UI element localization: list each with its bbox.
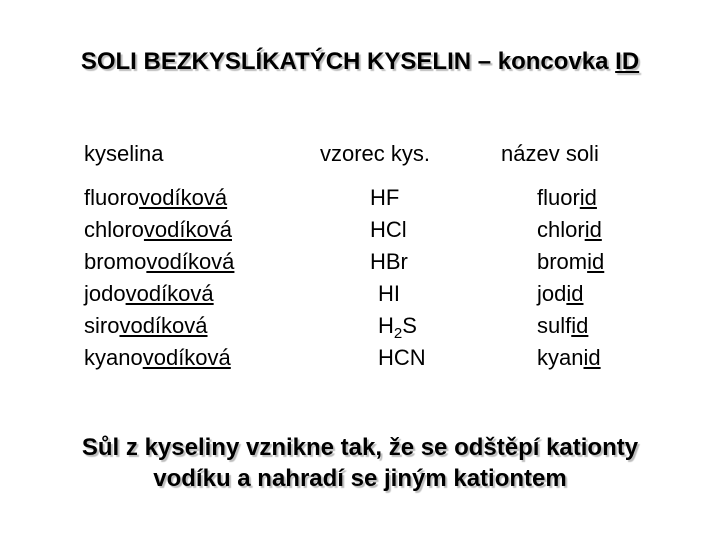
acid-prefix: fluoro — [84, 185, 140, 210]
salt-suffix: id — [566, 281, 584, 306]
salt-suffix: id — [571, 313, 589, 338]
acid-row — [84, 278, 234, 310]
salt-prefix: sulf — [537, 313, 572, 338]
acid-suffix: vodíková — [139, 185, 228, 210]
formula-main: HF — [370, 185, 400, 210]
salt-row — [537, 310, 604, 342]
salt-column — [537, 182, 604, 374]
formula-row — [370, 342, 426, 374]
acid-suffix: vodíková — [125, 281, 214, 306]
acid-prefix: kyano — [84, 345, 143, 370]
acid-suffix: vodíková — [142, 345, 231, 370]
header-salt: název soli — [501, 141, 599, 166]
acid-prefix: chloro — [84, 217, 144, 242]
salt-prefix: kyan — [537, 345, 584, 370]
salt-prefix: fluor — [537, 185, 580, 210]
formula-row — [370, 310, 426, 342]
acid-suffix: vodíková — [143, 217, 232, 242]
acid-suffix: vodíková — [119, 313, 208, 338]
title-text: SOLI BEZKYSLÍKATÝCH KYSELIN – koncovka — [80, 48, 616, 75]
formula-row — [370, 182, 426, 214]
acid-column — [84, 182, 234, 374]
salt-prefix: brom — [537, 249, 588, 274]
salt-suffix: id — [583, 345, 601, 370]
acid-row — [84, 246, 234, 278]
salt-suffix: id — [587, 249, 605, 274]
formula-main: H — [378, 313, 394, 338]
header-formula: vzorec kys. — [320, 141, 431, 166]
salt-suffix: id — [579, 185, 597, 210]
formula-row — [370, 214, 426, 246]
formula-main: HCl — [370, 217, 407, 242]
formula-column — [370, 182, 426, 374]
acid-prefix: jodo — [84, 281, 126, 306]
formula-main: HI — [378, 281, 400, 306]
salt-suffix: id — [584, 217, 602, 242]
acid-row — [84, 214, 234, 246]
formula-tail: S — [402, 313, 417, 338]
slide-title — [0, 48, 720, 76]
salt-row — [537, 246, 604, 278]
note-line-1: Sůl z kyseliny vznikne tak, že se odštěpí kationty — [81, 434, 639, 461]
formula-subscript: 2 — [393, 325, 403, 342]
salt-row — [537, 182, 604, 214]
summary-note — [0, 432, 720, 494]
acid-prefix: bromo — [84, 249, 147, 274]
acid-prefix: siro — [84, 313, 120, 338]
formula-main: HCN — [378, 345, 426, 370]
acid-row — [84, 342, 234, 374]
formula-main: HBr — [370, 249, 408, 274]
acid-row — [84, 182, 234, 214]
acid-suffix: vodíková — [146, 249, 235, 274]
header-acid: kyselina — [84, 141, 164, 166]
acid-row — [84, 310, 234, 342]
salt-prefix: jod — [537, 281, 567, 306]
salt-row — [537, 342, 604, 374]
formula-row — [370, 246, 426, 278]
salt-row — [537, 278, 604, 310]
formula-row — [370, 278, 426, 310]
title-suffix: ID — [615, 48, 640, 75]
salt-row — [537, 214, 604, 246]
salt-prefix: chlor — [537, 217, 585, 242]
note-line-2: vodíku a nahradí se jiným kationtem — [153, 465, 567, 492]
